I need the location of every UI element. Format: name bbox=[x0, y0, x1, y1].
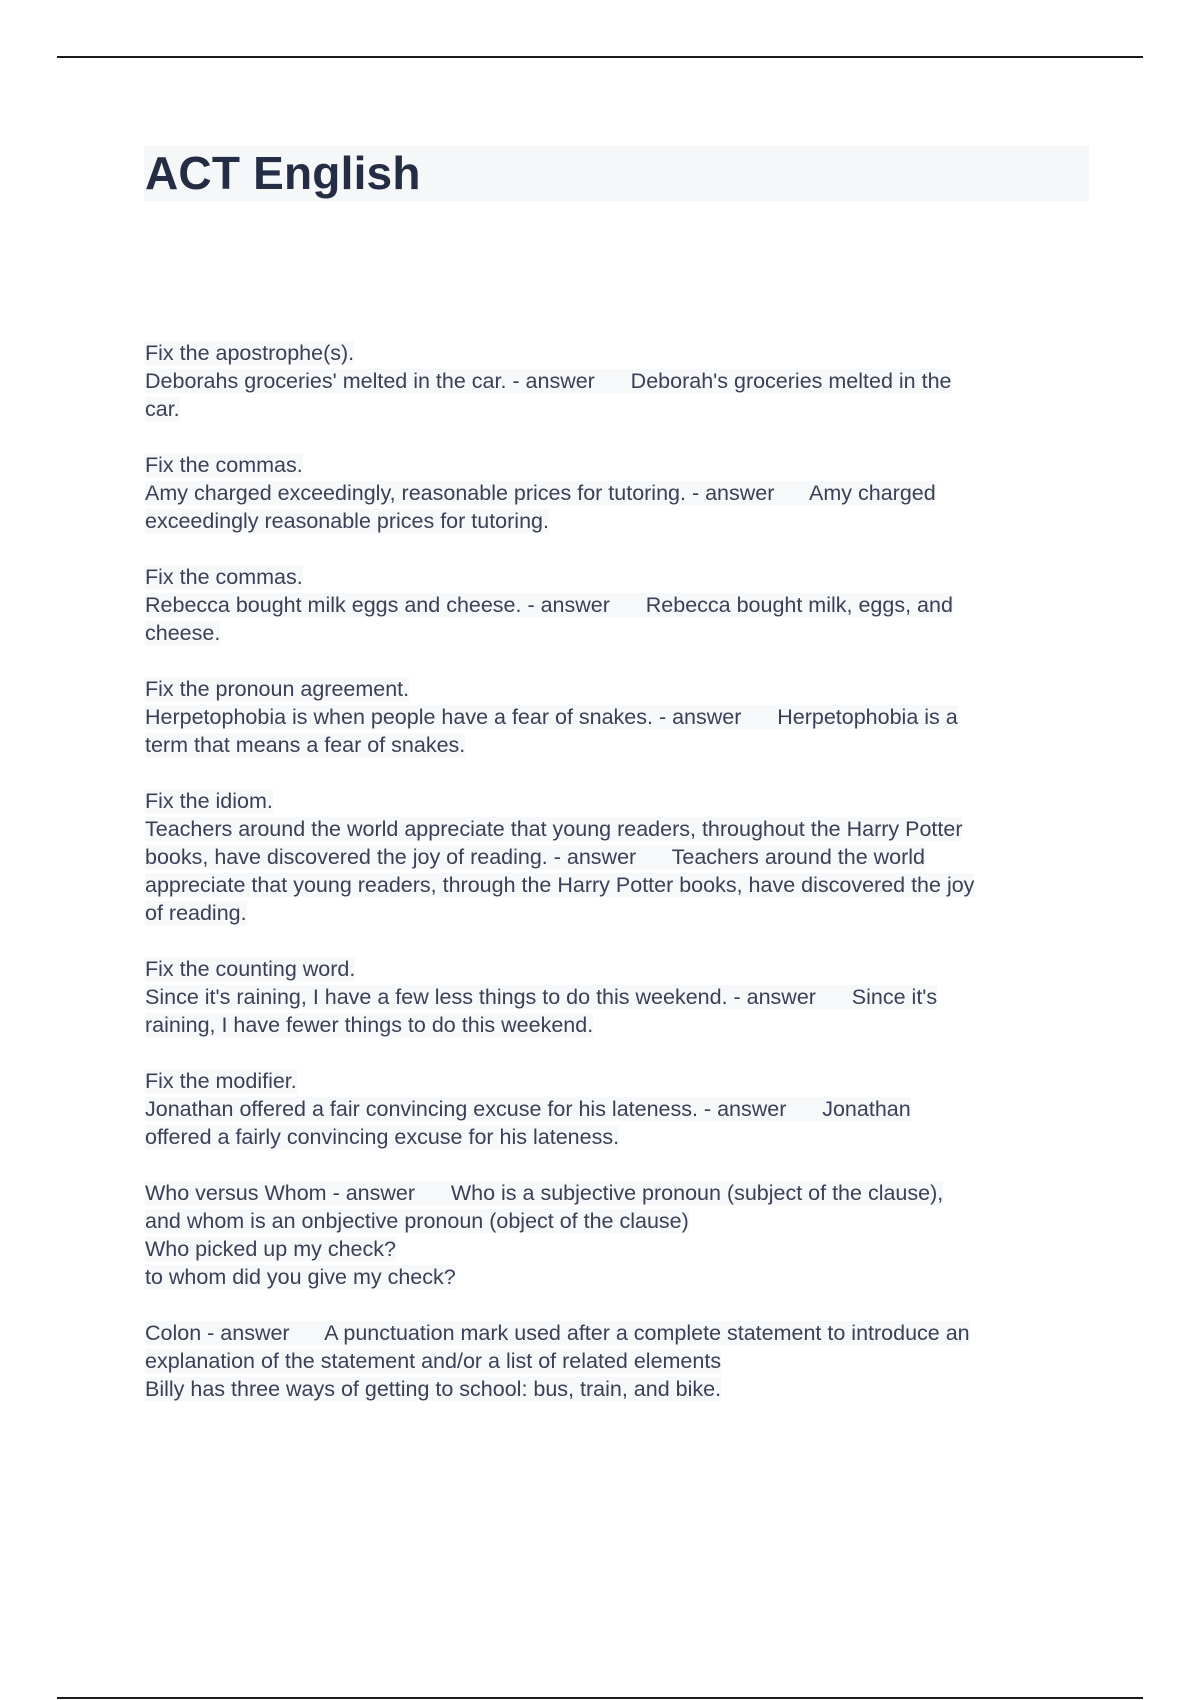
qa-line bbox=[145, 1375, 1090, 1403]
qa-item bbox=[145, 451, 1090, 535]
qa-text: Herpetophobia is when people have a fear of snakes. - answer Herpetophobia is a bbox=[145, 705, 958, 729]
qa-question-text: Fix the commas. bbox=[145, 565, 303, 589]
qa-text: Teachers around the world appreciate that young readers, throughout the Harry Potter bbox=[145, 817, 963, 841]
qa-question-text: Fix the apostrophe(s). bbox=[145, 341, 355, 365]
qa-line bbox=[145, 1263, 1090, 1291]
qa-question-text: Colon - answer A punctuation mark used after a complete statement to introduce an bbox=[145, 1321, 970, 1345]
qa-item bbox=[145, 1319, 1090, 1403]
qa-item bbox=[145, 339, 1090, 423]
qa-line bbox=[145, 479, 1090, 507]
qa-item bbox=[145, 955, 1090, 1039]
qa-text: Rebecca bought milk eggs and cheese. - answer Rebecca bought milk, eggs, and bbox=[145, 593, 953, 617]
qa-text: of reading. bbox=[145, 901, 247, 925]
bottom-rule bbox=[57, 1697, 1143, 1699]
qa-text: Jonathan offered a fair convincing excuse for his lateness. - answer Jonathan bbox=[145, 1097, 911, 1121]
qa-line bbox=[145, 871, 1090, 899]
qa-line bbox=[145, 1067, 1090, 1095]
page-title: ACT English bbox=[145, 147, 421, 199]
qa-text: Billy has three ways of getting to school: bus, train, and bike. bbox=[145, 1377, 722, 1401]
qa-text: term that means a fear of snakes. bbox=[145, 733, 466, 757]
qa-line bbox=[145, 955, 1090, 983]
qa-text: Amy charged exceedingly, reasonable prices for tutoring. - answer Amy charged bbox=[145, 481, 936, 505]
qa-text: raining, I have fewer things to do this weekend. bbox=[145, 1013, 594, 1037]
qa-question-text: Fix the pronoun agreement. bbox=[145, 677, 410, 701]
qa-text: Deborahs groceries' melted in the car. - answer Deborah's groceries melted in the bbox=[145, 369, 952, 393]
qa-item bbox=[145, 1067, 1090, 1151]
qa-line bbox=[145, 1179, 1090, 1207]
qa-text: exceedingly reasonable prices for tutoring. bbox=[145, 509, 549, 533]
qa-line bbox=[145, 1347, 1090, 1375]
qa-text: explanation of the statement and/or a list of related elements bbox=[145, 1349, 722, 1373]
qa-line bbox=[145, 1207, 1090, 1235]
qa-line bbox=[145, 787, 1090, 815]
qa-line bbox=[145, 731, 1090, 759]
qa-line bbox=[145, 507, 1090, 535]
qa-text: books, have discovered the joy of reading. - answer Teachers around the world bbox=[145, 845, 926, 869]
qa-item bbox=[145, 675, 1090, 759]
qa-question-text: Who versus Whom - answer Who is a subjective pronoun (subject of the clause), bbox=[145, 1181, 944, 1205]
qa-text: appreciate that young readers, through the Harry Potter books, have discovered the joy bbox=[145, 873, 975, 897]
qa-text: and whom is an onbjective pronoun (object of the clause) bbox=[145, 1209, 689, 1233]
qa-line bbox=[145, 367, 1090, 395]
qa-line bbox=[145, 619, 1090, 647]
qa-line bbox=[145, 815, 1090, 843]
qa-question-text: Fix the modifier. bbox=[145, 1069, 297, 1093]
qa-item bbox=[145, 563, 1090, 647]
qa-line bbox=[145, 1095, 1090, 1123]
qa-text: to whom did you give my check? bbox=[145, 1265, 456, 1289]
qa-line bbox=[145, 395, 1090, 423]
qa-line bbox=[145, 983, 1090, 1011]
qa-question-text: Fix the counting word. bbox=[145, 957, 356, 981]
qa-text: car. bbox=[145, 397, 180, 421]
qa-line bbox=[145, 675, 1090, 703]
qa-line bbox=[145, 451, 1090, 479]
qa-line bbox=[145, 563, 1090, 591]
qa-item bbox=[145, 1179, 1090, 1291]
qa-question-text: Fix the commas. bbox=[145, 453, 303, 477]
qa-text: cheese. bbox=[145, 621, 221, 645]
qa-line bbox=[145, 1123, 1090, 1151]
qa-text: offered a fairly convincing excuse for his lateness. bbox=[145, 1125, 620, 1149]
qa-list bbox=[145, 339, 1090, 1431]
qa-text: Since it's raining, I have a few less things to do this weekend. - answer Since it's bbox=[145, 985, 938, 1009]
qa-line bbox=[145, 703, 1090, 731]
qa-question-text: Fix the idiom. bbox=[145, 789, 273, 813]
qa-line bbox=[145, 843, 1090, 871]
qa-line bbox=[145, 1235, 1090, 1263]
qa-text: Who picked up my check? bbox=[145, 1237, 396, 1261]
top-rule bbox=[57, 56, 1143, 58]
qa-item bbox=[145, 787, 1090, 927]
qa-line bbox=[145, 591, 1090, 619]
qa-line bbox=[145, 899, 1090, 927]
qa-line bbox=[145, 1319, 1090, 1347]
qa-line bbox=[145, 339, 1090, 367]
qa-line bbox=[145, 1011, 1090, 1039]
